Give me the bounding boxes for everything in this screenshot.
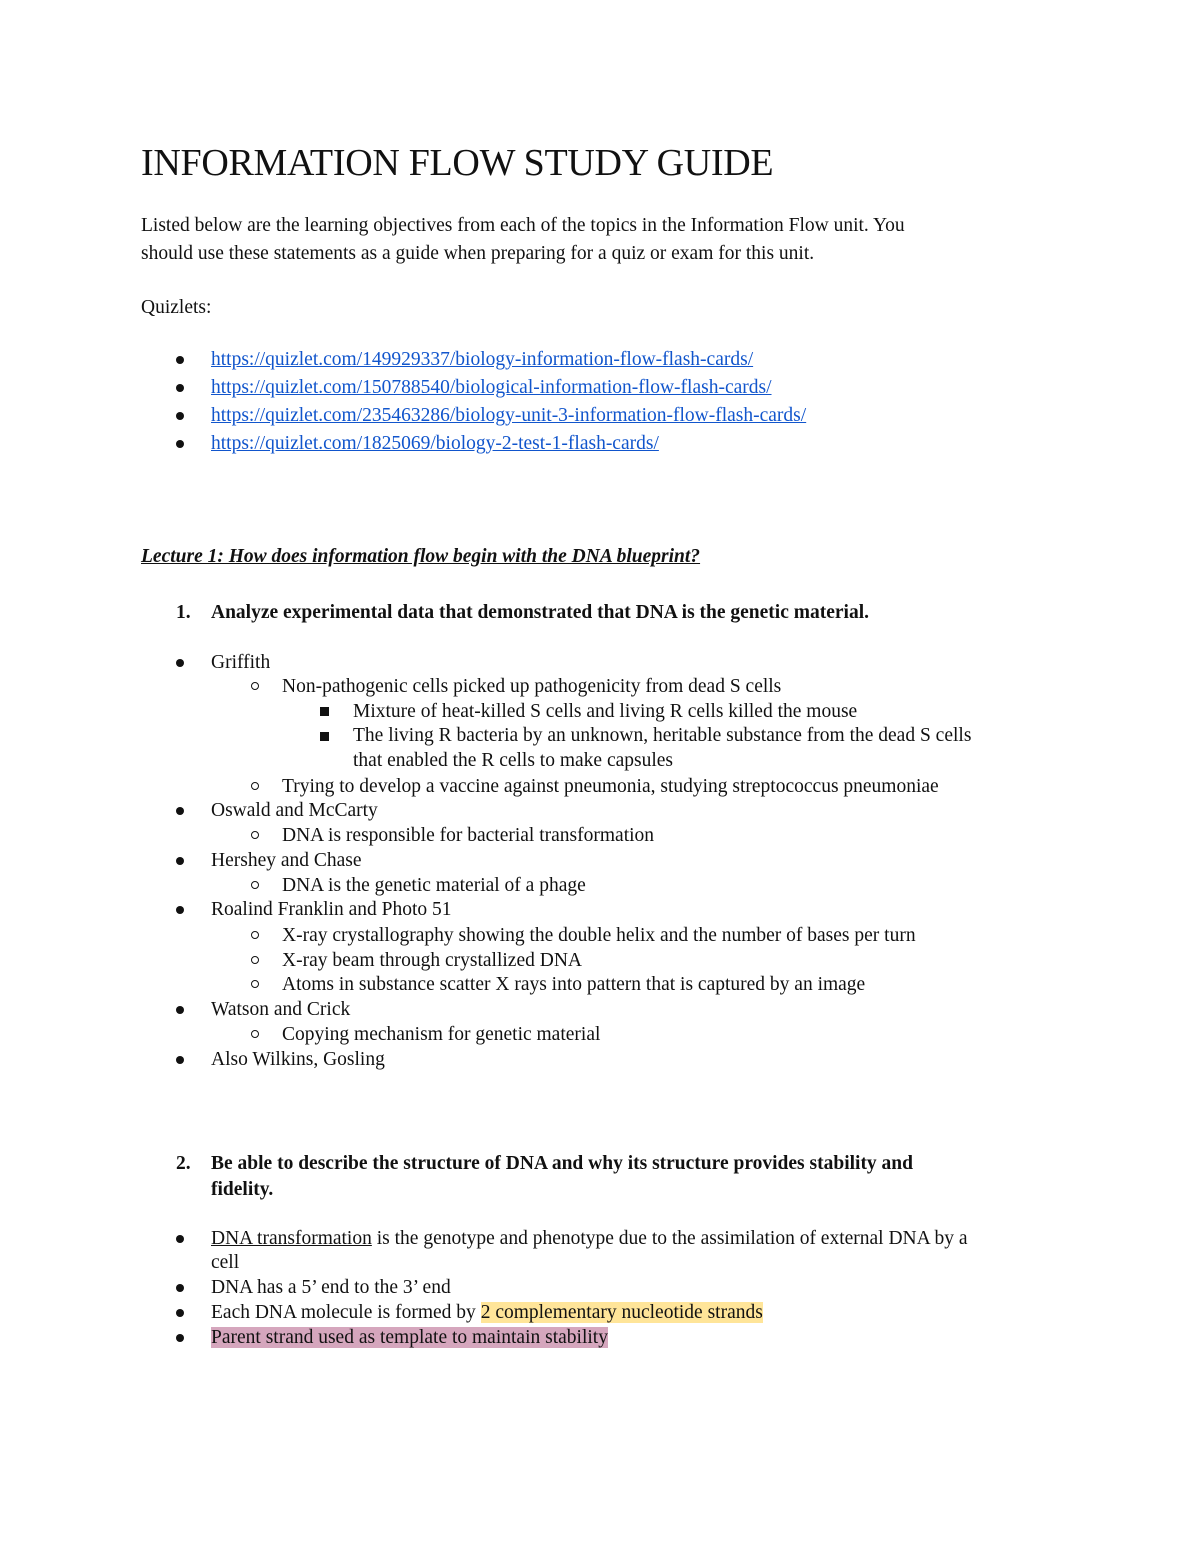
item-griffith-sub-1b-line-1: The living R bacteria by an unknown, heritable substance from the dead S cells [353, 725, 972, 746]
bullet-icon [176, 440, 184, 448]
item-hershey-sub-1: DNA is the genetic material of a phage [282, 875, 586, 896]
transformation-term: DNA transformation [211, 1228, 372, 1249]
page-title: INFORMATION FLOW STUDY GUIDE [141, 142, 774, 184]
bullet-icon [176, 1284, 184, 1292]
transformation-definition: is the genotype and phenotype due to the assimilation of external DNA by a [371, 1228, 968, 1249]
item-griffith-sub-1: Non-pathogenic cells picked up pathogenicity from dead S cells [282, 676, 782, 697]
item-watson: Watson and Crick [211, 999, 351, 1020]
quizlet-link-1[interactable]: https://quizlet.com/149929337/biology-information-flow-flash-cards/ [211, 349, 754, 370]
circle-bullet-icon [251, 782, 259, 790]
item-watson-sub-1: Copying mechanism for genetic material [282, 1024, 601, 1045]
intro-line-2: should use these statements as a guide when preparing for a quiz or exam for this unit. [141, 243, 815, 264]
objective-2-number: 2. [176, 1153, 191, 1174]
objective-1-text: Analyze experimental data that demonstrated that DNA is the genetic material. [211, 602, 870, 623]
objective-1-number: 1. [176, 602, 191, 623]
quizlets-label: Quizlets: [141, 297, 212, 318]
item-franklin: Roalind Franklin and Photo 51 [211, 899, 452, 920]
bullet-icon [176, 1006, 184, 1014]
circle-bullet-icon [251, 831, 259, 839]
item-griffith: Griffith [211, 652, 271, 673]
item-franklin-sub-2: X-ray beam through crystallized DNA [282, 950, 582, 971]
circle-bullet-icon [251, 881, 259, 889]
item-griffith-sub-1a: Mixture of heat-killed S cells and living R cells killed the mouse [353, 701, 858, 722]
bullet-icon [176, 807, 184, 815]
item-griffith-sub-2: Trying to develop a vaccine against pneumonia, studying streptococcus pneumoniae [282, 776, 939, 797]
quizlet-link-3[interactable]: https://quizlet.com/235463286/biology-unit-3-information-flow-flash-cards/ [211, 405, 807, 426]
item-wilkins: Also Wilkins, Gosling [211, 1049, 385, 1070]
highlight-parent-strand: Parent strand used as template to maintain stability [211, 1327, 608, 1348]
item-franklin-sub-3: Atoms in substance scatter X rays into pattern that is captured by an image [282, 974, 866, 995]
bullet-icon [176, 412, 184, 420]
item-dna-molecule [211, 1301, 763, 1325]
bullet-icon [176, 659, 184, 667]
bullet-icon [176, 356, 184, 364]
item-griffith-sub-1b-line-2: that enabled the R cells to make capsules [353, 750, 674, 771]
item-dna-ends: DNA has a 5’ end to the 3’ end [211, 1277, 451, 1298]
square-bullet-icon [320, 732, 329, 741]
quizlet-link-4[interactable]: https://quizlet.com/1825069/biology-2-test-1-flash-cards/ [211, 433, 659, 454]
circle-bullet-icon [251, 931, 259, 939]
bullet-icon [176, 1309, 184, 1317]
circle-bullet-icon [251, 956, 259, 964]
item-oswald-sub-1: DNA is responsible for bacterial transformation [282, 825, 655, 846]
item-transformation [211, 1227, 968, 1251]
item-hershey: Hershey and Chase [211, 850, 362, 871]
bullet-icon [176, 1334, 184, 1342]
circle-bullet-icon [251, 1030, 259, 1038]
bullet-icon [176, 857, 184, 865]
bullet-icon [176, 906, 184, 914]
square-bullet-icon [320, 707, 329, 716]
item-franklin-sub-1: X-ray crystallography showing the double helix and the number of bases per turn [282, 925, 916, 946]
circle-bullet-icon [251, 682, 259, 690]
objective-2-text-line-2: fidelity. [211, 1179, 274, 1200]
item-transformation-line-2: cell [211, 1252, 240, 1273]
molecule-prefix: Each DNA molecule is formed by [211, 1302, 481, 1323]
bullet-icon [176, 1235, 184, 1243]
quizlet-link-2[interactable]: https://quizlet.com/150788540/biological-information-flow-flash-cards/ [211, 377, 772, 398]
circle-bullet-icon [251, 980, 259, 988]
bullet-icon [176, 1056, 184, 1064]
lecture-1-heading: Lecture 1: How does information flow begin with the DNA blueprint? [141, 546, 701, 567]
item-oswald: Oswald and McCarty [211, 800, 378, 821]
bullet-icon [176, 384, 184, 392]
item-parent-strand [211, 1326, 608, 1350]
highlight-complementary-strands: 2 complementary nucleotide strands [480, 1302, 763, 1323]
objective-2-text-line-1: Be able to describe the structure of DNA and why its structure provides stability and [211, 1153, 913, 1174]
intro-line-1: Listed below are the learning objectives from each of the topics in the Information Flow unit. You [141, 215, 905, 236]
